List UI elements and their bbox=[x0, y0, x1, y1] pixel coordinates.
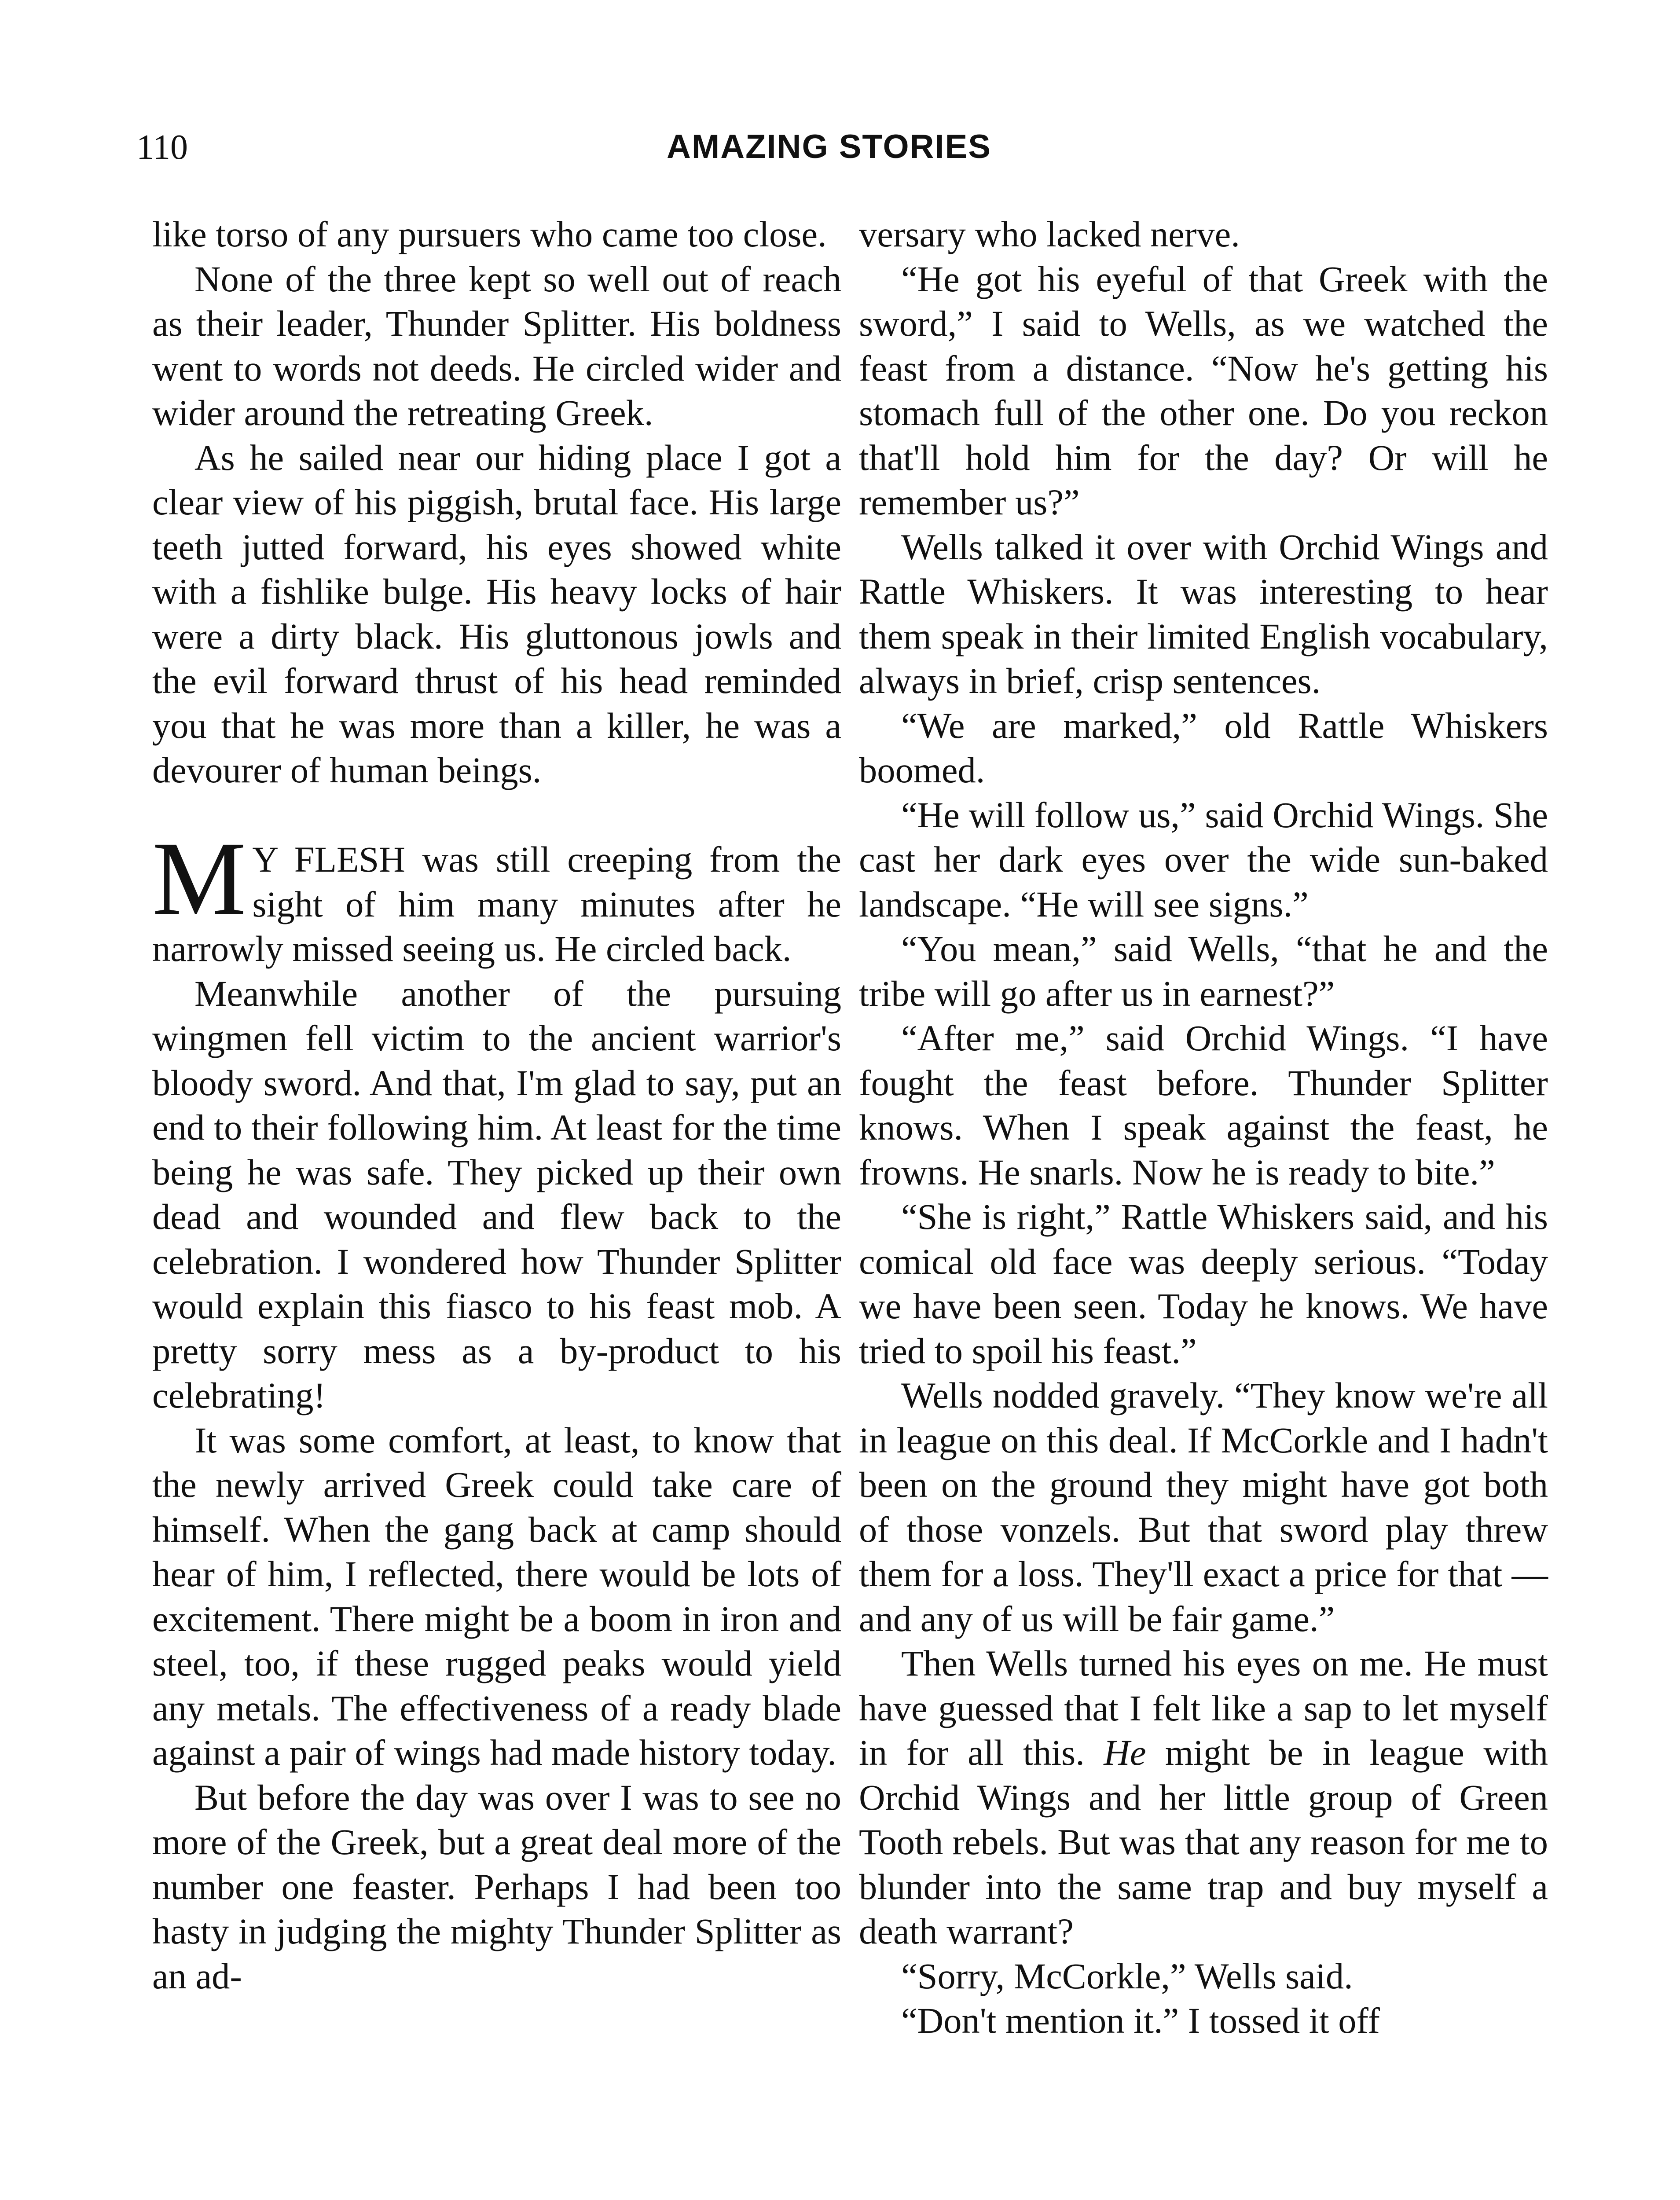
page-number: 110 bbox=[136, 128, 188, 167]
paragraph: “Don't mention it.” I tossed it off bbox=[901, 2000, 1380, 2041]
emphasis: He bbox=[1104, 1732, 1146, 1773]
paragraph-text: might be in league with Orchid Wings and her little group of Green Tooth rebels. But was that any reason for me to blunder into the same trap and buy myself a death warrant? bbox=[859, 1732, 1548, 1951]
paragraph: Wells nodded gravely. “They know we're all in league on this deal. If McCorkle and I hadn't been on the ground they might have got both of those vonzels. But that sword play threw them for a loss. They'll exact a price for that —and any of us will be fair game.” bbox=[859, 1375, 1548, 1639]
paragraph: As he sailed near our hiding place I got a clear view of his piggish, brutal face. His large teeth jutted forward, his eyes showed white with a fishlike bulge. His heavy locks of hair were a dirty black. His gluttonous jowls and the evil forward thrust of his head reminded you that he was more than a killer, he was a devourer of human beings. bbox=[152, 437, 841, 790]
paragraph-text: Then Wells turned his eyes on me. He must have guessed that I felt like a sap to let myself in for all this. bbox=[859, 1643, 1548, 1773]
page-header bbox=[136, 128, 1522, 180]
right-column bbox=[859, 212, 1548, 2043]
small-caps-lead: Y FLESH bbox=[252, 839, 405, 880]
running-title: AMAZING STORIES bbox=[667, 128, 991, 165]
paragraph: like torso of any pursuers who came too close. bbox=[152, 214, 827, 254]
paragraph: “You mean,” said Wells, “that he and the tribe will go after us in earnest?” bbox=[859, 928, 1548, 1014]
paragraph: Wells talked it over with Orchid Wings and Rattle Whiskers. It was interesting to hear them speak in their limited English vocabulary, always in brief, crisp sentences. bbox=[859, 526, 1548, 701]
paragraph bbox=[859, 1641, 1548, 1954]
paragraph: “She is right,” Rattle Whiskers said, and his comical old face was deeply serious. “Today we have been seen. Today he knows. We have tried to spoil his feast.” bbox=[859, 1196, 1548, 1371]
paragraph-text: was still creeping from the sight of him many minutes after he narrowly missed seeing us. He circled back. bbox=[152, 839, 841, 969]
paragraph: It was some comfort, at least, to know that the newly arrived Greek could take care of himself. When the gang back at camp should hear of him, I reflected, there would be lots of excitement. There might be a boom in iron and steel, too, if these rugged peaks would yield any metals. The effectiveness of a ready blade against a pair of wings had made history today. bbox=[152, 1419, 841, 1773]
section-opening-paragraph bbox=[152, 820, 841, 972]
drop-cap: M bbox=[152, 820, 246, 937]
paragraph: versary who lacked nerve. bbox=[859, 214, 1240, 254]
left-column bbox=[152, 212, 841, 1998]
paragraph: “He will follow us,” said Orchid Wings. She cast her dark eyes over the wide sun-baked landscape. “He will see signs.” bbox=[859, 794, 1548, 924]
paragraph: “After me,” said Orchid Wings. “I have fought the feast before. Thunder Splitter knows. When I speak against the feast, he frowns. He snarls. Now he is ready to bite.” bbox=[859, 1018, 1548, 1192]
paragraph: “Sorry, McCorkle,” Wells said. bbox=[901, 1955, 1353, 1996]
paragraph: Meanwhile another of the pursuing wingmen fell victim to the ancient warrior's bloody sword. And that, I'm glad to say, put an end to their following him. At least for the time being he was safe. They picked up their own dead and wounded and flew back to the celebration. I wondered how Thunder Splitter would explain this fiasco to his feast mob. A pretty sorry mess as a by-product to his celebrating! bbox=[152, 973, 841, 1415]
paragraph: “He got his eyeful of that Greek with the sword,” I said to Wells, as we watched the feast from a distance. “Now he's getting his stomach full of the other one. Do you reckon that'll hold him for the day? Or will he remember us?” bbox=[859, 258, 1548, 522]
paragraph: But before the day was over I was to see no more of the Greek, but a great deal more of the number one feaster. Perhaps I had been too hasty in judging the mighty Thunder Splitter as an ad- bbox=[152, 1777, 841, 1996]
paragraph: “We are marked,” old Rattle Whiskers boomed. bbox=[859, 705, 1548, 790]
paragraph: None of the three kept so well out of reach as their leader, Thunder Splitter. His boldness went to words not deeds. He circled wider and wider around the retreating Greek. bbox=[152, 258, 841, 433]
